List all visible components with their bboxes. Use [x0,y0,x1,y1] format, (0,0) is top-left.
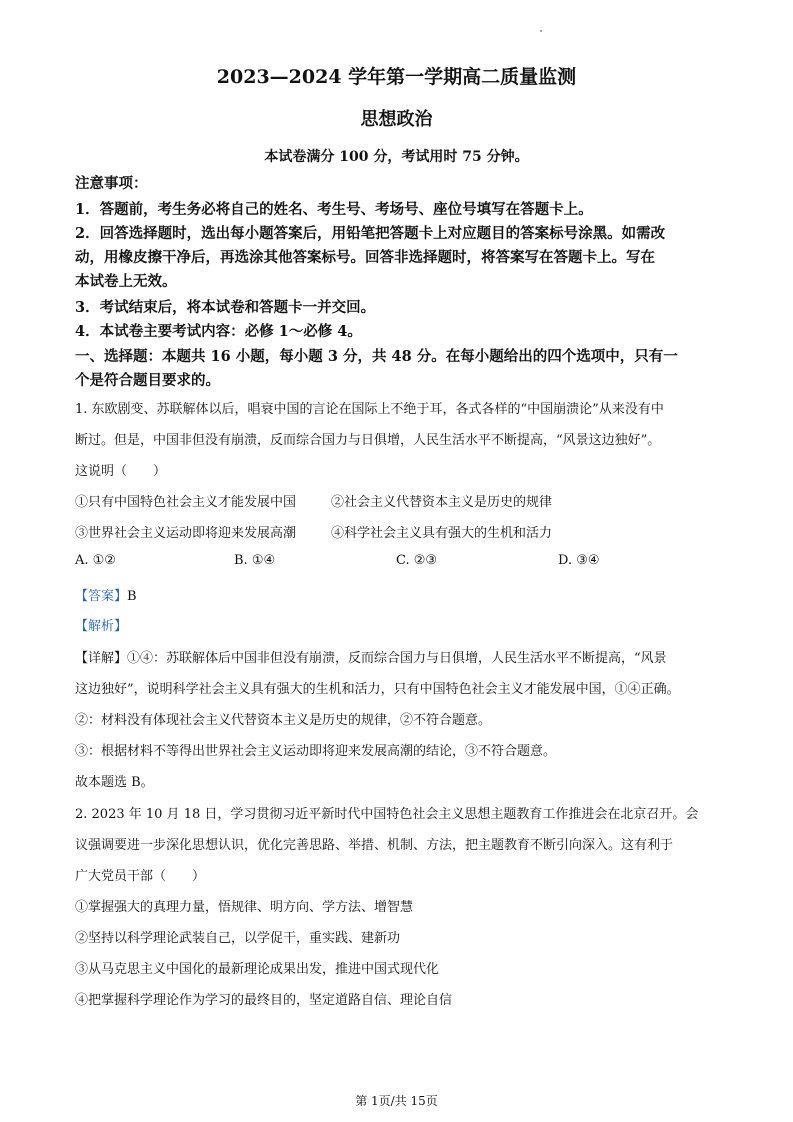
notice-item-2-line-1: 2．回答选择题时，选出每小题答案后，用铅笔把答题卡上对应题目的答案标号涂黑。如需改 [75,225,666,242]
subject-title: 思想政治 [360,109,433,130]
q1-option-a: A. ①② [75,553,116,568]
q1-detail-line-1 [75,647,667,666]
q2-statement-1: ①掌握强大的真理力量，悟规律、明方向、学方法、增智慧 [75,900,414,915]
q1-stem-line-1: 1. 东欧剧变、苏联解体以后，唱衰中国的言论在国际上不绝于耳，各式各样的“中国崩溃论”从来没有中 [75,402,664,417]
q1-answer [75,585,137,604]
q2-statement-2: ②坚持以科学理论武装自己，以学促干，重实践、建新功 [75,931,401,946]
q1-statement-3: ③世界社会主义运动即将迎来发展高潮 [75,526,297,541]
q1-option-d: D. ③④ [558,553,600,568]
section-heading-line-1: 一、选择题：本题共 16 小题，每小题 3 分，共 48 分。在每小题给出的四个选项中，只有一 [75,348,678,365]
section-heading-line-2: 个是符合题目要求的。 [75,372,220,389]
notice-item-1: 1．答题前，考生务必将自己的姓名、考生号、考场号、座位号填写在答题卡上。 [75,201,593,218]
answer-tag: 【答案】 [75,589,128,604]
answer-value: B [127,589,137,604]
notice-heading: 注意事项： [75,175,148,192]
notice-item-2-line-2: 动，用橡皮擦干净后，再选涂其他答案标号。回答非选择题时，将答案写在答题卡上。写在 [75,249,655,266]
q1-detail-line-2: 这边独好”，说明科学社会主义具有强大的生机和活力，只有中国特色社会主义才能发展中国，①④正确。 [75,682,680,697]
q2-stem-line-3: 广大党员干部（ ） [75,869,206,884]
q1-option-c: C. ②③ [396,553,438,568]
detail-text-1: ①④：苏联解体后中国非但没有崩溃，反而综合国力与日俱增，人民生活水平不断提高，“风景 [127,651,667,666]
scan-dot [540,30,542,32]
page-number: 第 1页/共 15页 [355,1094,438,1108]
analysis-tag: 【解析】 [75,619,128,634]
q1-statement-4: ④科学社会主义具有强大的生机和活力 [331,526,553,541]
q1-statement-2: ②社会主义代替资本主义是历史的规律 [331,495,553,510]
notice-item-3: 3．考试结束后，将本试卷和答题卡一并交回。 [75,299,376,316]
exam-meta: 本试卷满分 100 分，考试用时 75 分钟。 [264,149,529,165]
q1-detail-line-5: 故本题选 B。 [75,775,154,790]
q1-statement-1: ①只有中国特色社会主义才能发展中国 [75,495,297,510]
q1-detail-line-4: ③：根据材料不等得出世界社会主义运动即将迎来发展高潮的结论，③不符合题意。 [75,744,557,759]
q2-statement-3: ③从马克思主义中国化的最新理论成果出发，推进中国式现代化 [75,962,440,977]
q1-option-b: B. ①④ [234,553,276,568]
notice-item-2-line-3: 本试卷上无效。 [75,273,177,290]
q2-stem-line-1: 2. 2023 年 10 月 18 日，学习贯彻习近平新时代中国特色社会主义思想主题教育工作推进会在北京召开。会 [75,807,699,822]
q1-stem-line-3: 这说明（ ） [75,464,167,479]
detail-tag: 【详解】 [75,651,128,666]
exam-title: 2023—2024 学年第一学期高二质量监测 [216,66,577,88]
q2-stem-line-2: 议强调要进一步深化思想认识，优化完善思路、举措、机制、方法，把主题教育不断引向深入。这有利于 [75,838,674,853]
q2-statement-4: ④把掌握科学理论作为学习的最终目的，坚定道路自信、理论自信 [75,993,453,1008]
notice-item-4: 4．本试卷主要考试内容：必修 1～必修 4。 [75,323,362,340]
q1-detail-line-3: ②：材料没有体现社会主义代替资本主义是历史的规律，②不符合题意。 [75,713,492,728]
q1-stem-line-2: 断过。但是，中国非但没有崩溃，反而综合国力与日俱增，人民生活水平不断提高，“风景这边独好”。 [75,433,661,448]
